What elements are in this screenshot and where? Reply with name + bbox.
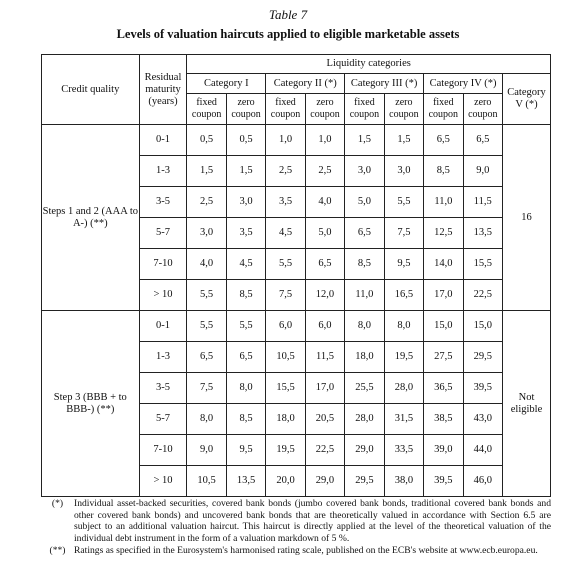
haircut-value-cell: 18,0 xyxy=(266,404,305,435)
haircut-value-cell: 28,0 xyxy=(345,404,384,435)
category-ii-header: Category II (*) xyxy=(266,74,345,94)
haircut-value-cell: 4,5 xyxy=(266,218,305,249)
haircut-value-cell: 15,5 xyxy=(266,373,305,404)
haircut-value-cell: 6,5 xyxy=(226,342,265,373)
haircut-value-cell: 43,0 xyxy=(463,404,502,435)
haircut-value-cell: 8,0 xyxy=(345,311,384,342)
haircut-value-cell: 39,0 xyxy=(424,435,463,466)
haircut-value-cell: 3,0 xyxy=(187,218,226,249)
haircut-value-cell: 15,0 xyxy=(463,311,502,342)
haircut-value-cell: 19,5 xyxy=(266,435,305,466)
haircut-value-cell: 1,0 xyxy=(305,125,344,156)
maturity-cell: 1-3 xyxy=(139,342,187,373)
zero-coupon-header: zero coupon xyxy=(305,94,344,125)
haircut-value-cell: 29,5 xyxy=(345,466,384,497)
haircut-value-cell: 6,5 xyxy=(463,125,502,156)
haircut-value-cell: 15,0 xyxy=(424,311,463,342)
haircut-value-cell: 28,0 xyxy=(384,373,423,404)
haircut-value-cell: 1,5 xyxy=(345,125,384,156)
haircut-value-cell: 5,5 xyxy=(187,280,226,311)
table-row xyxy=(42,311,551,342)
haircut-value-cell: 3,0 xyxy=(226,187,265,218)
haircut-value-cell: 7,5 xyxy=(187,373,226,404)
haircut-value-cell: 39,5 xyxy=(424,466,463,497)
haircut-value-cell: 8,5 xyxy=(226,280,265,311)
haircut-value-cell: 12,5 xyxy=(424,218,463,249)
haircut-value-cell: 1,0 xyxy=(266,125,305,156)
haircut-value-cell: 9,0 xyxy=(463,156,502,187)
haircut-value-cell: 1,5 xyxy=(187,156,226,187)
haircut-value-cell: 13,5 xyxy=(463,218,502,249)
haircut-value-cell: 1,5 xyxy=(384,125,423,156)
footnote-mark: (*) xyxy=(51,498,64,509)
haircut-value-cell: 6,5 xyxy=(345,218,384,249)
footnote xyxy=(41,545,551,557)
haircut-value-cell: 11,5 xyxy=(463,187,502,218)
zero-coupon-header: zero coupon xyxy=(384,94,423,125)
haircut-value-cell: 29,0 xyxy=(345,435,384,466)
haircut-value-cell: 11,0 xyxy=(424,187,463,218)
haircut-value-cell: 8,0 xyxy=(226,373,265,404)
haircut-value-cell: 5,5 xyxy=(266,249,305,280)
table-body xyxy=(42,125,551,497)
fixed-coupon-header: fixed coupon xyxy=(345,94,384,125)
haircut-value-cell: 3,0 xyxy=(345,156,384,187)
maturity-cell: 5-7 xyxy=(139,218,187,249)
category-v-cell: 16 xyxy=(503,125,551,311)
haircut-value-cell: 18,0 xyxy=(345,342,384,373)
haircut-value-cell: 2,5 xyxy=(187,187,226,218)
haircut-value-cell: 38,0 xyxy=(384,466,423,497)
maturity-cell: > 10 xyxy=(139,280,187,311)
maturity-cell: 7-10 xyxy=(139,435,187,466)
footnote xyxy=(41,498,551,544)
haircut-value-cell: 10,5 xyxy=(266,342,305,373)
haircut-value-cell: 9,5 xyxy=(226,435,265,466)
haircut-value-cell: 3,5 xyxy=(226,218,265,249)
haircut-value-cell: 2,5 xyxy=(305,156,344,187)
haircut-value-cell: 20,5 xyxy=(305,404,344,435)
haircut-value-cell: 8,5 xyxy=(345,249,384,280)
table-caption: Table 7 xyxy=(268,7,308,22)
haircut-value-cell: 38,5 xyxy=(424,404,463,435)
haircut-value-cell: 15,5 xyxy=(463,249,502,280)
category-iv-header: Category IV (*) xyxy=(424,74,503,94)
haircut-value-cell: 1,5 xyxy=(226,156,265,187)
haircut-value-cell: 46,0 xyxy=(463,466,502,497)
haircut-value-cell: 19,5 xyxy=(384,342,423,373)
footnotes xyxy=(41,498,551,558)
haircut-value-cell: 17,0 xyxy=(424,280,463,311)
category-i-header: Category I xyxy=(187,74,266,94)
haircut-value-cell: 16,5 xyxy=(384,280,423,311)
haircut-value-cell: 44,0 xyxy=(463,435,502,466)
haircut-value-cell: 6,5 xyxy=(424,125,463,156)
haircut-value-cell: 17,0 xyxy=(305,373,344,404)
maturity-cell: 3-5 xyxy=(139,373,187,404)
haircut-value-cell: 8,5 xyxy=(226,404,265,435)
haircut-value-cell: 33,5 xyxy=(384,435,423,466)
maturity-cell: 7-10 xyxy=(139,249,187,280)
haircut-value-cell: 4,5 xyxy=(226,249,265,280)
haircut-value-cell: 6,5 xyxy=(187,342,226,373)
haircut-value-cell: 8,0 xyxy=(384,311,423,342)
haircut-value-cell: 14,0 xyxy=(424,249,463,280)
haircut-value-cell: 36,5 xyxy=(424,373,463,404)
haircut-value-cell: 11,0 xyxy=(345,280,384,311)
credit-quality-cell: Steps 1 and 2 (AAA to A-) (**) xyxy=(42,125,140,311)
haircut-value-cell: 3,0 xyxy=(384,156,423,187)
haircut-value-cell: 6,0 xyxy=(266,311,305,342)
haircut-value-cell: 9,5 xyxy=(384,249,423,280)
haircut-value-cell: 39,5 xyxy=(463,373,502,404)
haircut-value-cell: 22,5 xyxy=(305,435,344,466)
haircut-value-cell: 4,0 xyxy=(305,187,344,218)
zero-coupon-header: zero coupon xyxy=(463,94,502,125)
haircut-value-cell: 3,5 xyxy=(266,187,305,218)
table-row xyxy=(42,125,551,156)
footnote-mark: (**) xyxy=(49,545,66,556)
haircut-value-cell: 5,5 xyxy=(187,311,226,342)
fixed-coupon-header: fixed coupon xyxy=(266,94,305,125)
maturity-cell: 1-3 xyxy=(139,156,187,187)
haircut-value-cell: 20,0 xyxy=(266,466,305,497)
haircut-value-cell: 29,0 xyxy=(305,466,344,497)
haircut-value-cell: 2,5 xyxy=(266,156,305,187)
maturity-cell: 3-5 xyxy=(139,187,187,218)
haircut-value-cell: 27,5 xyxy=(424,342,463,373)
haircut-value-cell: 10,5 xyxy=(187,466,226,497)
haircut-value-cell: 4,0 xyxy=(187,249,226,280)
zero-coupon-header: zero coupon xyxy=(226,94,265,125)
maturity-cell: 5-7 xyxy=(139,404,187,435)
haircut-value-cell: 25,5 xyxy=(345,373,384,404)
maturity-cell: 0-1 xyxy=(139,125,187,156)
table-title: Levels of valuation haircuts applied to eligible marketable assets xyxy=(116,27,460,41)
haircut-value-cell: 8,5 xyxy=(424,156,463,187)
haircut-value-cell: 22,5 xyxy=(463,280,502,311)
footnote-text: Individual asset-backed securities, covered bank bonds (jumbo covered bank bonds, traditional covered bank bonds and other covered bank bonds) and uncovered bank bonds that are theoretically valued in accordance with Section 6.5 are subject to an additional valuation haircut. This haircut is directly applied at the level of the theoretical valuation of the individual debt instrument in the form of a valuation markdown of 5 %. xyxy=(74,498,551,544)
haircut-value-cell: 29,5 xyxy=(463,342,502,373)
haircut-value-cell: 7,5 xyxy=(384,218,423,249)
fixed-coupon-header: fixed coupon xyxy=(424,94,463,125)
haircut-value-cell: 11,5 xyxy=(305,342,344,373)
maturity-cell: > 10 xyxy=(139,466,187,497)
category-v-header: Category V (*) xyxy=(503,74,551,125)
haircut-value-cell: 6,0 xyxy=(305,311,344,342)
fixed-coupon-header: fixed coupon xyxy=(187,94,226,125)
haircut-value-cell: 6,5 xyxy=(305,249,344,280)
haircut-value-cell: 0,5 xyxy=(187,125,226,156)
liquidity-categories-header: Liquidity categories xyxy=(187,55,551,74)
haircut-value-cell: 12,0 xyxy=(305,280,344,311)
haircut-value-cell: 7,5 xyxy=(266,280,305,311)
haircut-value-cell: 5,0 xyxy=(305,218,344,249)
haircut-value-cell: 31,5 xyxy=(384,404,423,435)
haircut-value-cell: 8,0 xyxy=(187,404,226,435)
haircut-value-cell: 13,5 xyxy=(226,466,265,497)
haircuts-table xyxy=(41,54,551,497)
footnote-text: Ratings as specified in the Eurosystem's harmonised rating scale, published on the ECB's website at www.ecb.europa.eu. xyxy=(74,545,538,556)
residual-maturity-header: Residual maturity (years) xyxy=(139,55,187,125)
category-v-cell: Not eligible xyxy=(503,311,551,497)
haircut-value-cell: 5,0 xyxy=(345,187,384,218)
credit-quality-header: Credit quality xyxy=(42,55,140,125)
haircut-value-cell: 0,5 xyxy=(226,125,265,156)
maturity-cell: 0-1 xyxy=(139,311,187,342)
category-iii-header: Category III (*) xyxy=(345,74,424,94)
haircut-value-cell: 9,0 xyxy=(187,435,226,466)
haircut-value-cell: 5,5 xyxy=(384,187,423,218)
haircut-value-cell: 5,5 xyxy=(226,311,265,342)
credit-quality-cell: Step 3 (BBB + to BBB-) (**) xyxy=(42,311,140,497)
